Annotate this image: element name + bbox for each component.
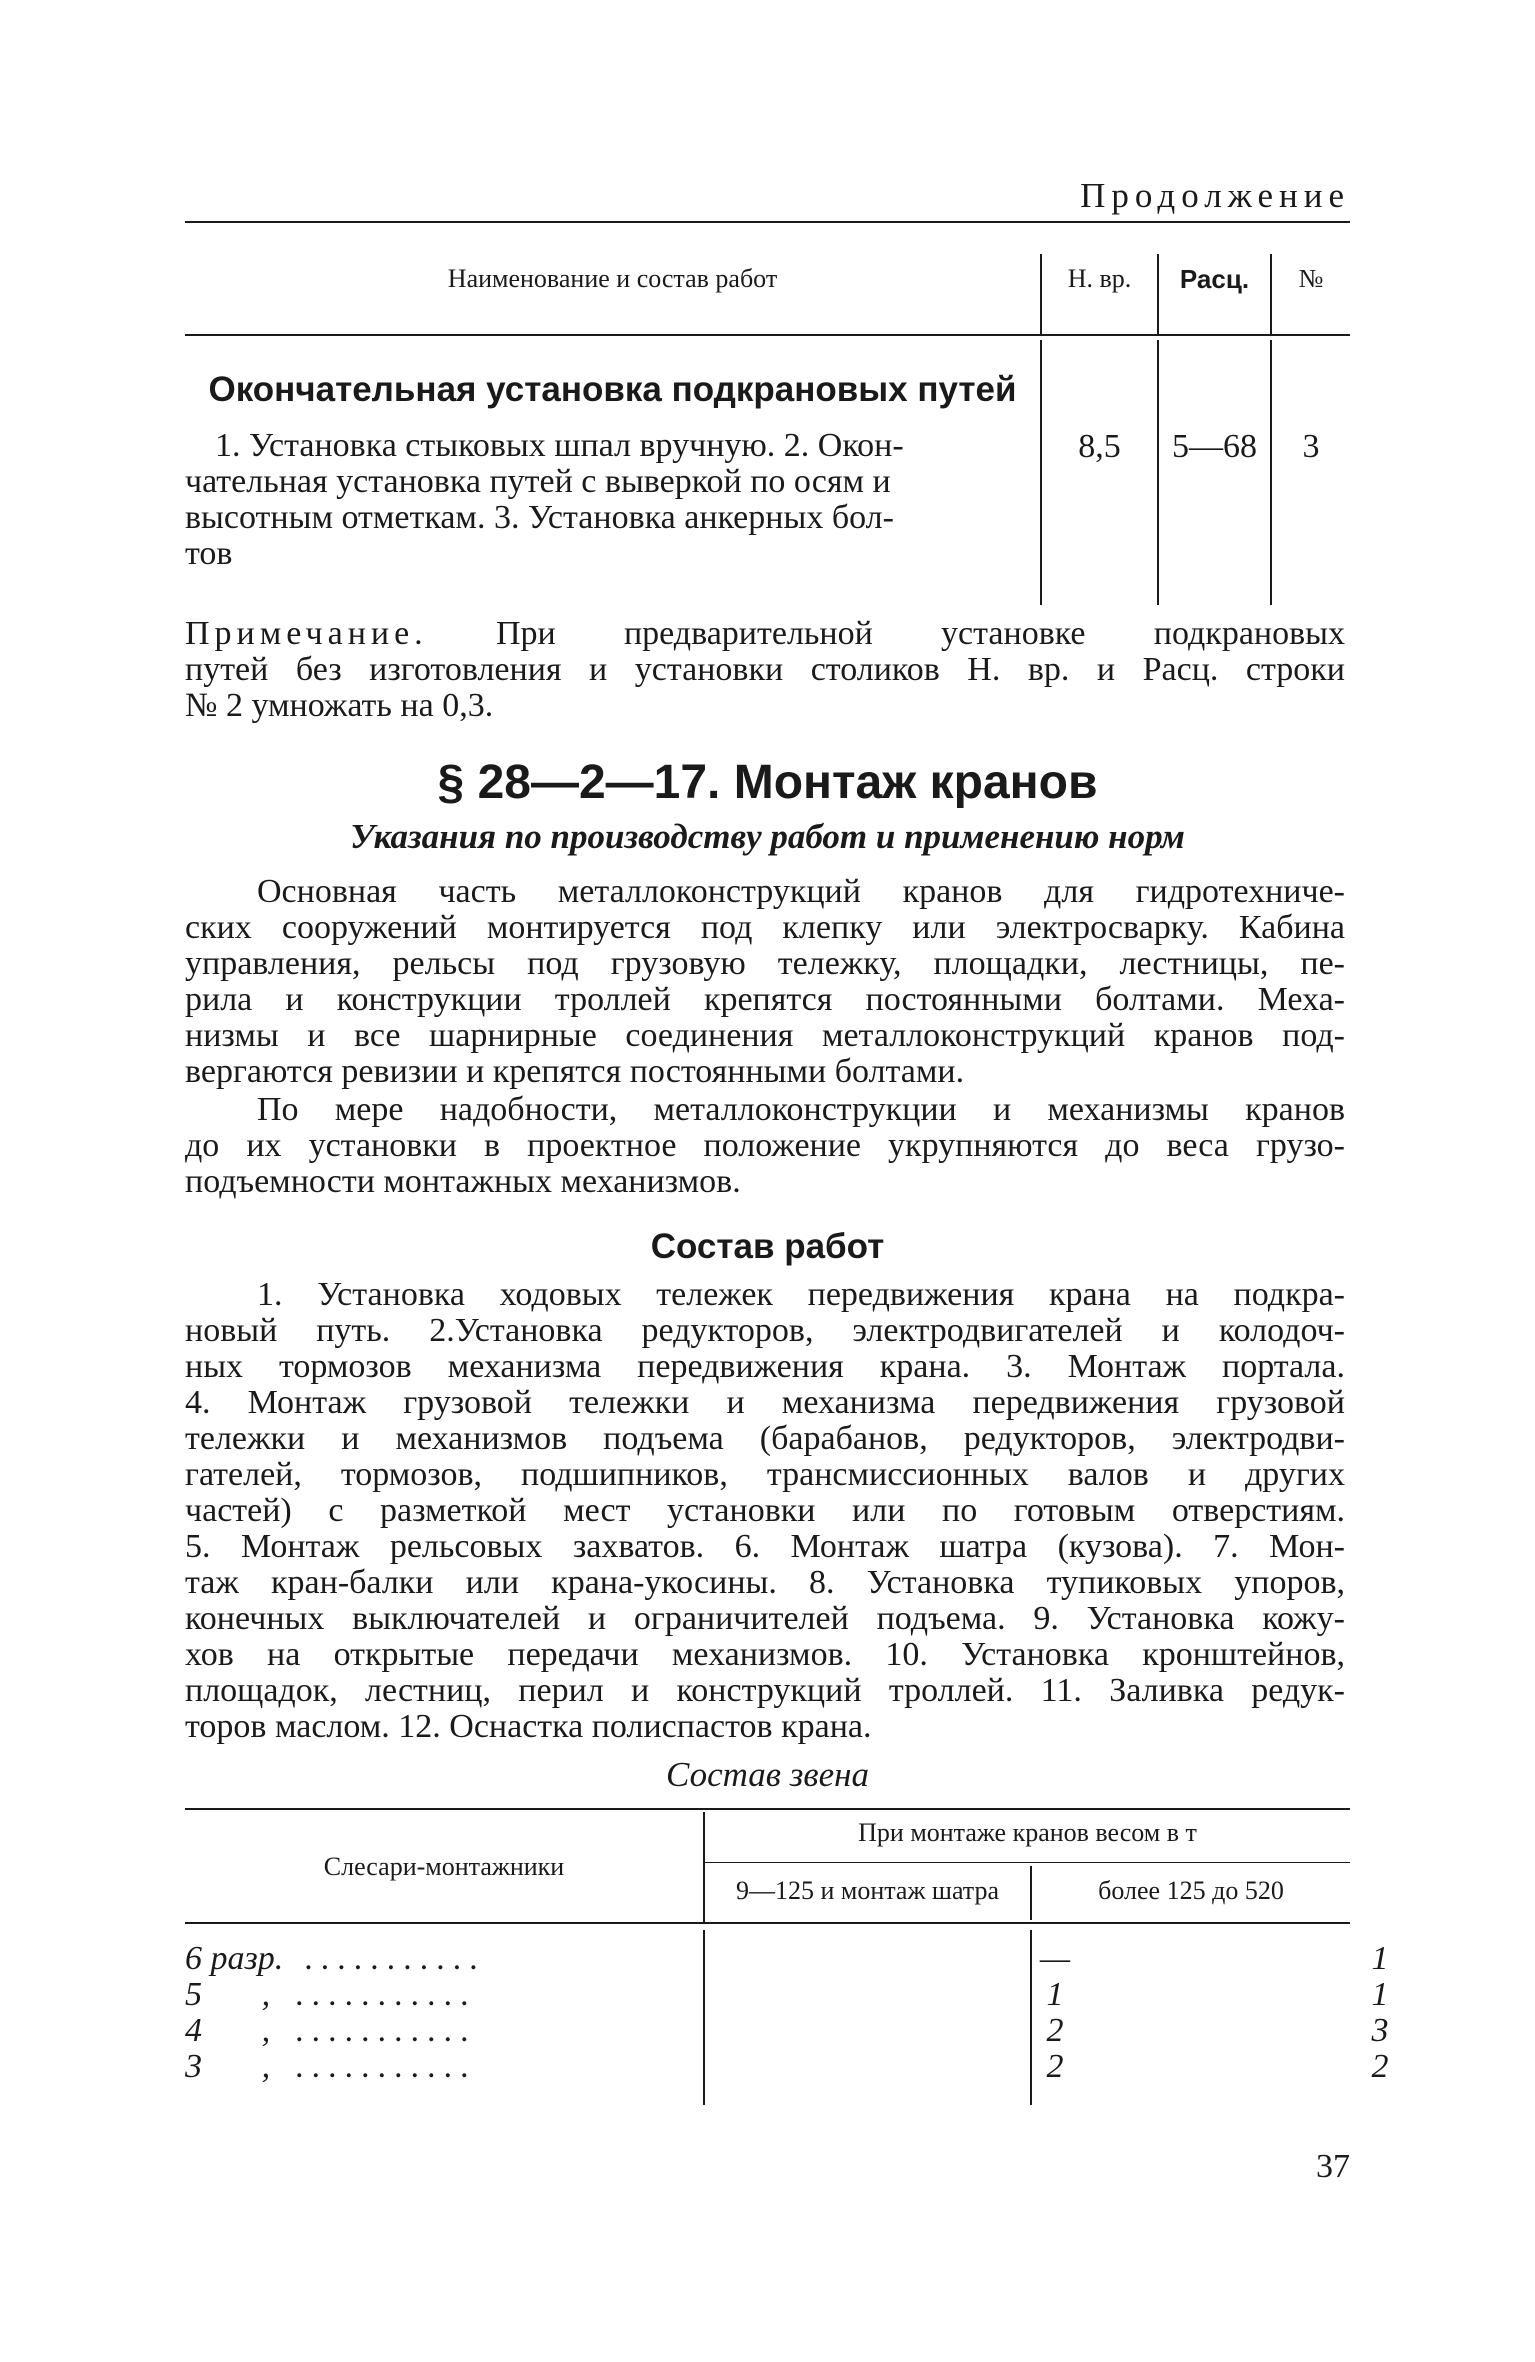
- table-header-rule: [185, 334, 1350, 336]
- text-line: частей) с разметкой мест установки или по готовым отверстиям.: [185, 1492, 1345, 1529]
- text-line: площадок, лестниц, перил и конструкций троллей. 11. Заливка редук-: [185, 1672, 1345, 1709]
- instructions-heading: Указания по производству работ и применению норм: [350, 817, 1185, 856]
- header-name: Наименование и состав работ: [447, 264, 778, 293]
- paragraph-heading: § 28—2—17. Монтаж кранов: [437, 756, 1098, 809]
- text-line: конечных выключателей и ограничителей подъема. 9. Установка кожу-: [185, 1600, 1345, 1637]
- text-line: тележки и механизмов подъема (барабанов, редукторов, электродви-: [185, 1420, 1345, 1457]
- text-line: Основная часть металлоконструкций кранов для гидротехниче-: [257, 873, 1345, 910]
- text-line: ных тормозов механизма передвижения крана. 3. Монтаж портала.: [185, 1348, 1345, 1385]
- crew-col2-value: 1: [1371, 1940, 1389, 1977]
- header-rate: Расц.: [1179, 264, 1250, 294]
- crew-header-left: Слесари-монтажники: [323, 1852, 565, 1881]
- text-line: до их установки в проектное положение укрупняются до веса грузо-: [185, 1127, 1345, 1164]
- crew-grade: 4: [185, 2012, 202, 2049]
- page-number: 37: [1316, 2148, 1350, 2185]
- crew-dots: ...........: [305, 1940, 487, 1977]
- crew-dots: ‚ ...........: [260, 2048, 478, 2085]
- crew-top-rule: [185, 1808, 1350, 1810]
- crew-col1-value: 2: [1046, 2012, 1064, 2049]
- crew-header-rule: [185, 1922, 1350, 1924]
- text-line: 1. Установка стыковых шпал вручную. 2. Окон-: [215, 427, 904, 464]
- text-line: торов маслом. 12. Оснастка полиспастов крана.: [185, 1708, 872, 1745]
- text-line: вергаются ревизии и крепятся постоянными болтами.: [185, 1053, 965, 1090]
- col-divider: [1157, 340, 1159, 605]
- crew-col2-value: 2: [1371, 2048, 1389, 2085]
- text-line: управления, рельсы под грузовую тележку, площадки, лестницы, пе-: [185, 945, 1345, 982]
- text-line: 4. Монтаж грузовой тележки и механизма передвижения грузовой: [185, 1384, 1345, 1421]
- crew-dots: ‚ ...........: [260, 1976, 478, 2013]
- text-line: 5. Монтаж рельсовых захватов. 6. Монтаж шатра (кузова). 7. Мон-: [185, 1528, 1345, 1565]
- text-line: гателей, тормозов, подшипников, трансмиссионных валов и других: [185, 1456, 1345, 1493]
- text-line: высотным отметкам. 3. Установка анкерных бол-: [185, 499, 894, 536]
- header-time-norm: Н. вр.: [1067, 264, 1132, 293]
- text-line: хов на открытые передачи механизмов. 10. Установка кронштейнов,: [185, 1636, 1345, 1673]
- instructions-paragraph-1: [185, 874, 1345, 1090]
- continued-label: Продолжение: [1080, 176, 1350, 215]
- note: [185, 616, 1345, 724]
- crew-caption: Состав звена: [665, 1755, 869, 1794]
- text-line: чательная установка путей с выверкой по осям и: [185, 463, 891, 500]
- crew-dots: ‚ ...........: [260, 2012, 478, 2049]
- note-label: Примечание.: [185, 615, 428, 652]
- text-line: тов: [185, 535, 233, 572]
- crew-grade: 3: [185, 2048, 202, 2085]
- note-text: При предварительной установке подкрановых: [495, 615, 1345, 652]
- text-line: рила и конструкции троллей крепятся постоянными болтами. Меха-: [185, 981, 1345, 1018]
- crew-col1-value: 2: [1046, 2048, 1064, 2085]
- crew-header-col1: 9—125 и монтаж шатра: [735, 1876, 1000, 1905]
- text-line: 1. Установка ходовых тележек передвижения крана на подкра-: [257, 1276, 1345, 1313]
- crew-row: [185, 2012, 1389, 2049]
- text-line: подъемности монтажных механизмов.: [185, 1163, 741, 1200]
- crew-header-col2: более 125 до 520: [1098, 1876, 1284, 1905]
- instructions-paragraph-2: [185, 1092, 1345, 1200]
- note-first-line: [185, 616, 1345, 652]
- crew-col1-value: —: [1039, 1940, 1071, 1977]
- text-line: новый путь. 2.Установка редукторов, электродвигателей и колодоч-: [185, 1312, 1345, 1349]
- crew-grade: 5: [185, 1976, 202, 2013]
- crew-row: [185, 1976, 1389, 2013]
- text-line: По мере надобности, металлоконструкции и механизмы кранов: [257, 1091, 1345, 1128]
- text-line: ских сооружений монтируется под клепку или электросварку. Кабина: [185, 909, 1345, 946]
- crew-grade: 6 разр.: [185, 1940, 284, 1977]
- table-top-rule: [185, 221, 1350, 223]
- row-time-norm: 8,5: [1078, 428, 1121, 465]
- crew-col1-value: 1: [1046, 1976, 1064, 2013]
- crew-row: [185, 2048, 1389, 2085]
- text-line: низмы и все шарнирные соединения металлоконструкций кранов под-: [185, 1017, 1345, 1054]
- row-number: 3: [1302, 428, 1320, 465]
- works-row-description: [185, 427, 1045, 572]
- crew-header-group: При монтаже кранов весом в т: [858, 1818, 1197, 1847]
- text-line: таж кран-балки или крана-укосины. 8. Установка тупиковых упоров,: [185, 1564, 1345, 1601]
- crew-col2-value: 3: [1371, 2012, 1389, 2049]
- works-composition: [185, 1277, 1345, 1745]
- text-line: № 2 умножать на 0,3.: [185, 687, 494, 724]
- works-heading: Состав работ: [650, 1227, 885, 1266]
- works-section-title: Окончательная установка подкрановых путей: [208, 370, 1017, 409]
- text-line: путей без изготовления и установки столиков Н. вр. и Расц. строки: [185, 651, 1345, 688]
- col-divider: [1270, 340, 1272, 605]
- header-number: №: [1298, 264, 1324, 293]
- crew-group-rule: [703, 1862, 1350, 1863]
- row-rate: 5—68: [1172, 428, 1257, 465]
- crew-row: [185, 1940, 1389, 1977]
- crew-col2-value: 1: [1371, 1976, 1389, 2013]
